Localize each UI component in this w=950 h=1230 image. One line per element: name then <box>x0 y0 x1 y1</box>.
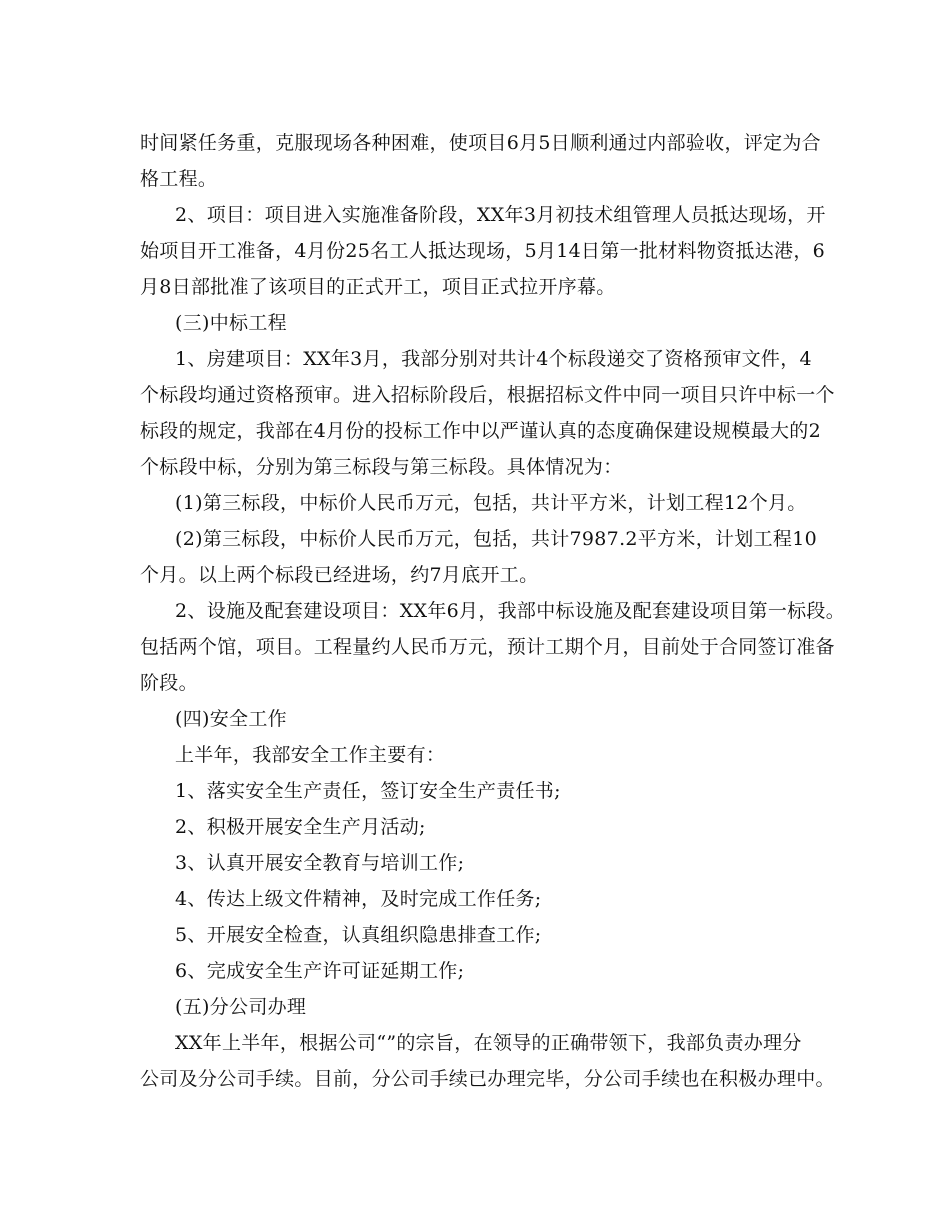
paragraph-line: 格工程。 <box>140 168 218 190</box>
paragraph-line: (1)第三标段，中标价人民币万元，包括，共计平方米，计划工程12个月。 <box>175 492 807 514</box>
paragraph-line: 包括两个馆，项目。工程量约人民币万元，预计工期个月，目前处于合同签订准备 <box>140 636 835 658</box>
list-item: 4、传达上级文件精神，及时完成工作任务; <box>175 888 542 910</box>
paragraph-line: XX年上半年，根据公司“”的宗旨，在领导的正确带领下，我部负责办理分 <box>175 1032 802 1054</box>
paragraph-line: 标段的规定，我部在4月份的投标工作中以严谨认真的态度确保建设规模最大的2 <box>140 420 821 442</box>
list-item: 1、落实安全生产责任，签订安全生产责任书; <box>175 780 561 802</box>
paragraph-line: 上半年，我部安全工作主要有： <box>175 744 446 766</box>
section-heading: (三)中标工程 <box>175 312 287 334</box>
paragraph-line: 个月。以上两个标段已经进场，约7月底开工。 <box>140 564 539 586</box>
paragraph-line: 公司及分公司手续。目前，分公司手续已办理完毕，分公司手续也在积极办理中。 <box>140 1068 835 1090</box>
section-heading: (五)分公司办理 <box>175 996 307 1018</box>
paragraph-line: 1、房建项目：XX年3月，我部分别对共计4个标段递交了资格预审文件，4 <box>175 348 812 370</box>
list-item: 5、开展安全检查，认真组织隐患排查工作; <box>175 924 542 946</box>
list-item: 2、积极开展安全生产月活动; <box>175 816 426 838</box>
paragraph-line: 2、项目：项目进入实施准备阶段，XX年3月初技术组管理人员抵达现场，开 <box>175 204 826 226</box>
paragraph-line: 阶段。 <box>140 672 198 694</box>
paragraph-line: 个标段均通过资格预审。进入招标阶段后，根据招标文件中同一项目只许中标一个 <box>140 384 835 406</box>
list-item: 3、认真开展安全教育与培训工作; <box>175 852 465 874</box>
paragraph-line: 个标段中标，分别为第三标段与第三标段。具体情况为： <box>140 456 623 478</box>
paragraph-line: (2)第三标段，中标价人民币万元，包括，共计7987.2平方米，计划工程10 <box>175 528 817 550</box>
list-item: 6、完成安全生产许可证延期工作; <box>175 960 465 982</box>
section-heading: (四)安全工作 <box>175 708 287 730</box>
paragraph-line: 时间紧任务重，克服现场各种困难，使项目6月5日顺利通过内部验收，评定为合 <box>140 132 821 154</box>
paragraph-line: 月8日部批准了该项目的正式开工，项目正式拉开序幕。 <box>140 276 616 298</box>
paragraph-line: 始项目开工准备，4月份25名工人抵达现场，5月14日第一批材料物资抵达港，6 <box>140 240 826 262</box>
paragraph-line: 2、设施及配套建设项目：XX年6月，我部中标设施及配套建设项目第一标段。 <box>175 600 846 622</box>
